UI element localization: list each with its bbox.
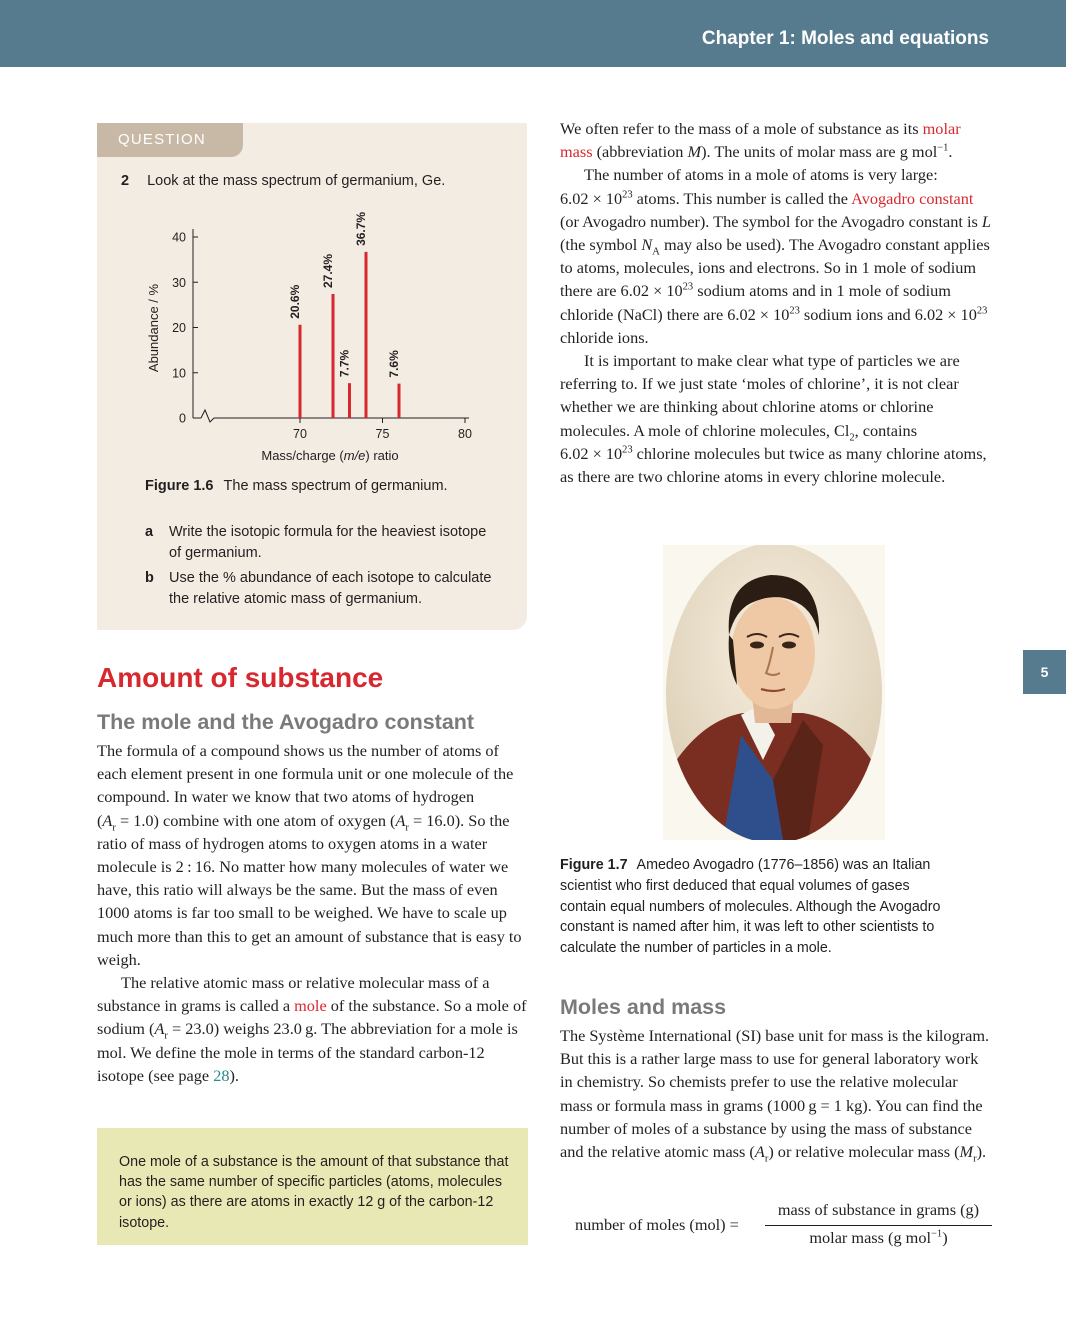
mole-subheading: The mole and the Avogadro constant [97, 710, 475, 734]
y-axis-label: Abundance / % [146, 283, 161, 373]
part-b-line-1: Use the % abundance of each isotope to calculate [169, 570, 492, 586]
paragraph: The relative atomic mass or relative molecular mass of a substance in grams is called a mole of the substance. So a mole of sodium $(A_r = 23.0)$ weighs 23.0 g. The abbreviation for a mole is mol. We define the mole in terms of the standard carbon-12 isotope (see page 28). [97, 973, 527, 1085]
figure-1-6-label: Figure 1.6 [145, 478, 214, 494]
right-body-text [560, 117, 992, 488]
bar-data-label: 20.6% [288, 284, 302, 319]
bar-data-label: 7.7% [337, 349, 352, 378]
x-axis-label: Mass/charge (m/e) ratio [261, 448, 399, 463]
x-tick-label: 80 [458, 427, 472, 441]
bar-data-label: 36.7% [354, 211, 368, 246]
y-tick-label: 30 [172, 275, 186, 290]
part-letter: a [145, 524, 154, 540]
keyword-mole: mole [294, 996, 327, 1016]
page-link[interactable]: 28 [213, 1065, 230, 1085]
paragraph: We often refer to the mass of a mole of substance as its molar mass (abbreviation M). The units of molar mass are g mol$^{-1}$. [560, 119, 961, 162]
caption-line: calculate the number of particles in a mole. [560, 940, 832, 957]
part-b-line-2: the relative atomic mass of germanium. [169, 590, 423, 607]
moles-and-mass-text [560, 1024, 990, 1163]
y-tick-label: 40 [172, 230, 186, 245]
question-number: 2 [121, 173, 130, 189]
figure-1-6-caption [145, 476, 448, 497]
page-number-tab [1023, 650, 1066, 694]
paragraph: The formula of a compound shows us the number of atoms of each element present in one formula unit or one molecule of the compound. In water we know that two atoms of hydrogen $(A_r = 1.0)$ combine with one atom of oxygen $(A_r = 16.0)$. So the ratio of mass of hydrogen atoms to oxygen atoms in a water molecule is 2 : 16. No matter how many molecules of water we have, this ratio will always be the same. But the mass of even 1000 atoms is far too small to be weighed. We have to scale up much more than this to get an amount of substance that is easy to weigh. [97, 741, 522, 969]
keyword-avogadro-constant: Avogadro constant [851, 188, 974, 208]
caption-line: contain equal numbers of molecules. Although the Avogadro [560, 898, 941, 915]
bar-data-label: 27.4% [321, 253, 335, 289]
y-tick-label: 20 [172, 321, 186, 335]
bar-data-label: 7.6% [387, 350, 401, 378]
paragraph: It is important to make clear what type of particles we are referring to. If we just state ‘moles of chlorine’, it is not clear whether we are thinking about chlorine atoms or chlorine molecules. A mole of chlorine molecules, $Cl_2$, contains $6.02 \times 10^{23}$ chlorine molecules but twice as many chlorine atoms, as there are two chlorine atoms in every chlorine molecule. [560, 351, 987, 487]
equation-denominator: molar mass (g mol$^{-1}$) [809, 1228, 948, 1247]
avogadro-portrait [663, 545, 885, 840]
part-a-line-1: Write the isotopic formula for the heaviest isotope [169, 524, 487, 540]
chapter-title: Chapter 1: Moles and equations [701, 28, 989, 49]
figure-1-7-caption [560, 855, 990, 959]
caption-line: Figure 1.7 Amedeo Avogadro (1776–1856) was an Italian [560, 857, 931, 873]
question-part-b [145, 568, 492, 607]
paragraph: The Système International (SI) base unit for mass is the kilogram. But this is a rather large mass to use for general laboratory work in chemistry. So chemists prefer to use the relative molecular mass or formula mass in grams (1000 g = 1 kg). You can find the number of moles of a substance by using the mass of substance and the relative atomic mass $(A_r)$ or relative molecular mass $(M_r)$. [560, 1026, 990, 1165]
header-bar [0, 0, 1066, 67]
section-heading: Amount of substance [97, 662, 384, 693]
figure-1-6-caption-text: The mass spectrum of germanium. [223, 478, 448, 494]
caption-line: scientist who first deduced that equal volumes of gases [560, 877, 910, 894]
part-a-line-2: of germanium. [169, 544, 262, 561]
x-tick-label: 75 [375, 427, 390, 441]
mass-spectrum-chart [140, 200, 490, 470]
x-tick-label: 70 [293, 427, 307, 441]
figure-1-7-label: Figure 1.7 [560, 857, 628, 873]
fraction-bar [765, 1225, 992, 1226]
question-tab: QUESTION [97, 123, 243, 157]
page-number: 5 [1040, 664, 1049, 680]
left-body-text [97, 739, 527, 1087]
question-prompt-line [121, 171, 445, 192]
equation-lhs: number of moles (mol) = [575, 1215, 739, 1234]
part-letter: b [145, 570, 154, 586]
mole-definition: One mole of a substance is the amount of that substance that has the same number of specific particles (atoms, molecules or ions) as there are atoms in exactly 12 g of the carbon-12 isotope. [119, 1154, 509, 1231]
question-prompt: Look at the mass spectrum of germanium, Ge. [147, 173, 446, 189]
equation-numerator: mass of substance in grams (g) [777, 1200, 980, 1219]
moles-and-mass-subheading: Moles and mass [560, 995, 727, 1019]
caption-line: constant is named after him, it was left to other scientists to [560, 919, 935, 936]
axis-break-icon [201, 410, 214, 422]
y-tick-label: 0 [179, 411, 186, 426]
moles-equation [575, 1200, 995, 1260]
portrait-illustration [663, 545, 885, 840]
question-part-a [145, 522, 487, 561]
paragraph: The number of atoms in a mole of atoms is very large: $6.02 \times 10^{23}$ atoms. This number is called the Avogadro constant (or Avogadro number). The symbol for the Avogadro constant is L (the symbol $N_A$ may also be used). The Avogadro constant applies to atoms, molecules, ions and electrons. So in 1 mole of sodium there are $6.02 \times 10^{23}$ sodium atoms and in 1 mole of sodium chloride (NaCl) there are $6.02 \times 10^{23}$ sodium ions and $6.02 \times 10^{23}$ chloride ions. [560, 165, 991, 347]
definition-box [97, 1128, 528, 1245]
keyword-molar-mass: molar mass [560, 119, 961, 162]
y-tick-label: 10 [172, 366, 186, 381]
